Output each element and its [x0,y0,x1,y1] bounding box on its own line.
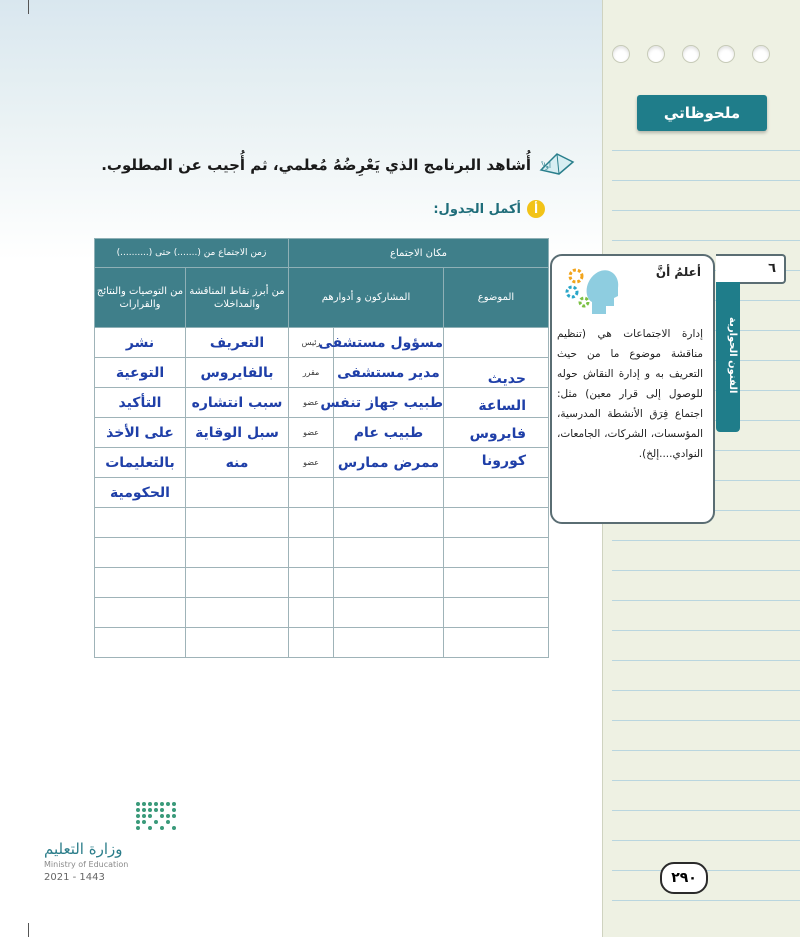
notes-rule-line [612,900,800,901]
crop-mark [28,923,29,937]
ministry-logo [40,800,180,838]
lesson-number: ٦ [768,261,776,276]
topic-line: حديث [487,371,526,387]
notes-rule-line [612,600,800,601]
ministry-name-en: Ministry of Education [44,860,129,869]
point-cell[interactable]: سبب انتشاره [186,388,289,418]
edition-year: 2021 - 1443 [44,872,105,883]
table-row [95,538,549,568]
header-topic: الموضوع [444,268,549,328]
instruction-text: أُشاهد البرنامج الذي يَعْرِضُهُ مُعلمي، ثم أُجيب عن المطلوب. [101,156,531,174]
brain-gears-icon [562,262,622,324]
binder-ring-icon [752,45,770,63]
notes-rule-line [612,750,800,751]
role-cell[interactable] [289,478,334,508]
instruction [101,150,575,180]
notes-rule-line [612,180,800,181]
notes-rule-line [612,210,800,211]
task-text: أكمل الجدول: [433,201,521,217]
info-body: إدارة الاجتماعات هي (تنظيم مناقشة موضوع ما من حيث التعريف به و إدارة النقاش حوله للوصول إلى قرار معين) مثل: اجتماع فِرَق الأنشطة المدرسية، المؤسسات، الشركات، الجامعات، النوادي....إلخ). [557,328,703,460]
participant-cell[interactable] [334,508,444,538]
notes-rule-line [612,150,800,151]
role-cell[interactable]: عضو [289,418,334,448]
point-cell[interactable] [186,508,289,538]
recommendation-cell[interactable]: التأكيد [95,388,186,418]
topic-cell[interactable] [444,628,549,658]
header-time: زمن الاجتماع من (.......) حتى (..........) [95,239,289,268]
participant-cell[interactable]: مسؤول مستشفى [334,328,444,358]
binder-ring-icon [647,45,665,63]
role-cell[interactable]: رئيس [289,328,334,358]
recommendation-cell[interactable]: التوعية [95,358,186,388]
info-box [550,254,715,524]
point-cell[interactable] [186,628,289,658]
point-cell[interactable] [186,478,289,508]
table-row [95,628,549,658]
notes-rule-line [612,720,800,721]
role-cell[interactable] [289,598,334,628]
topic-line: الساعة [478,398,526,414]
topic-cell[interactable] [444,568,549,598]
participant-cell[interactable]: ممرض ممارس [334,448,444,478]
table-row [95,508,549,538]
info-title: أعلمُ أنَّ [655,265,701,279]
notes-rule-line [612,570,800,571]
book-icon [539,150,575,180]
recommendation-cell[interactable]: نشر [95,328,186,358]
header-participants: المشاركون و أدوارهم [289,268,444,328]
table-row [95,328,549,358]
table-row [95,448,549,478]
binder-ring-icon [612,45,630,63]
binder-ring-icon [682,45,700,63]
participant-cell[interactable]: طبيب جهاز تنفس [334,388,444,418]
meeting-table [94,238,549,658]
header-place: مكان الاجتماع [289,239,549,268]
recommendation-cell[interactable] [95,628,186,658]
notes-rule-line [612,660,800,661]
participant-cell[interactable]: مدير مستشفى [334,358,444,388]
role-cell[interactable] [289,568,334,598]
table-row [95,358,549,388]
notes-rule-line [612,780,800,781]
notes-rule-line [612,810,800,811]
topic-cell[interactable] [444,328,549,358]
binder-ring-icon [717,45,735,63]
participant-cell[interactable] [334,478,444,508]
table-row [95,568,549,598]
topic-cell[interactable] [444,598,549,628]
participant-cell[interactable] [334,628,444,658]
crop-mark [28,0,29,14]
notes-rule-line [612,540,800,541]
point-cell[interactable]: بالفايروس [186,358,289,388]
notes-title: ملحوظاتي [637,95,767,131]
role-cell[interactable] [289,538,334,568]
role-cell[interactable] [289,508,334,538]
topic-cell[interactable] [444,478,549,508]
ministry-name-ar: وزارة التعليم [44,840,123,858]
topic-line: كورونا [481,453,526,469]
recommendation-cell[interactable] [95,598,186,628]
role-cell[interactable] [289,628,334,658]
task-letter-badge: أ [527,200,545,218]
header-points: من أبرز نقاط المناقشة والمداخلات [186,268,289,328]
role-cell[interactable]: مقرر [289,358,334,388]
svg-text:أولاً: أولاً [541,162,551,170]
notes-rule-line [612,690,800,691]
role-cell[interactable]: عضو [289,388,334,418]
recommendation-cell[interactable] [95,538,186,568]
lesson-tab [716,254,786,284]
participant-cell[interactable] [334,568,444,598]
role-cell[interactable]: عضو [289,448,334,478]
participant-cell[interactable] [334,538,444,568]
point-cell[interactable] [186,568,289,598]
recommendation-cell[interactable] [95,508,186,538]
task-label [433,200,545,218]
point-cell[interactable] [186,538,289,568]
point-cell[interactable]: التعريف [186,328,289,358]
recommendation-cell[interactable] [95,568,186,598]
recommendation-cell[interactable]: الحكومية [95,478,186,508]
notes-rule-line [612,240,800,241]
notes-rule-line [612,840,800,841]
header-recommendations: من التوصيات والنتائج والقرارات [95,268,186,328]
point-cell[interactable]: سبل الوقاية [186,418,289,448]
topic-line: فايروس [469,426,526,442]
participant-cell[interactable] [334,598,444,628]
table-row [95,598,549,628]
participant-cell[interactable]: طبيب عام [334,418,444,448]
notes-rule-line [612,630,800,631]
topic-cell[interactable] [444,538,549,568]
page-number: ٢٩٠ [660,862,708,894]
topic-cell[interactable] [444,508,549,538]
table-row [95,478,549,508]
unit-title: الفنون الحوارية [727,316,738,394]
point-cell[interactable]: منه [186,448,289,478]
recommendation-cell[interactable]: بالتعليمات [95,448,186,478]
point-cell[interactable] [186,598,289,628]
recommendation-cell[interactable]: على الأخذ [95,418,186,448]
